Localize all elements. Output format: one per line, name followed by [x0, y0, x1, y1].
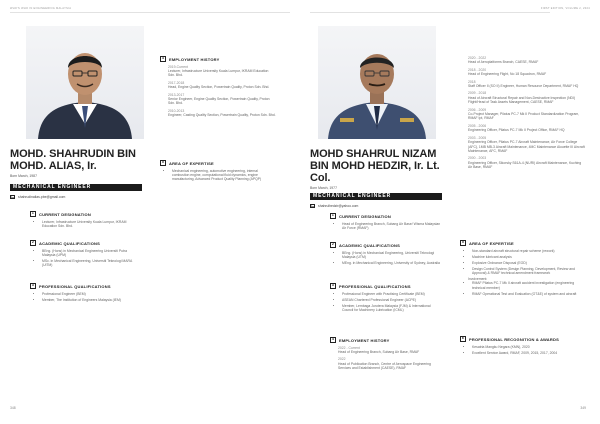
list-item: • Mechanical engineering, automotive engineering, internal combustion engine, computational fluid dynamics, engine manufacturing, Advanced Product Quality Planning (APQP) [172, 169, 276, 182]
profile-photo [26, 26, 144, 139]
section-area-of-expertise [460, 240, 586, 298]
section-employment-history [330, 337, 442, 374]
section-heading: PROFESSIONAL RECOGNITION & AWARDS [469, 336, 559, 342]
section-academic-qualifications [330, 242, 442, 267]
list-item: • Design Control System (Design Planning, Development, Review and Approval) & RMAF technical amendment framework [472, 267, 586, 276]
list-item: • Non-standard aircraft structural repair scheme (rework) [472, 249, 586, 253]
employment-entry: 2006 - 2009 Co-Project Manager, Pilatus PC-7 Mk II Product Standardization Program, RMAF Ipt, RMAF [468, 107, 580, 121]
birth-date: Born March, 1977 [310, 186, 337, 190]
section-heading: EMPLOYMENT HISTORY [169, 56, 220, 62]
list-item: • Head of Engineering Branch, Subang Air Base/ Wisma Malaysian Air Force (RMAF) [342, 222, 442, 231]
section-number: 2 [331, 242, 335, 247]
section-professional-qualifications [330, 283, 442, 314]
list-item: • Member, The Institution of Engineers Malaysia (IEM) [42, 298, 140, 302]
section-number: 4 [161, 56, 165, 61]
section-number: 6 [461, 336, 465, 341]
list-item: • Lecturer, Infrastructure University Kuala Lumpur, IKRAM Education Sdn. Bhd. [42, 220, 140, 229]
list-item: • Kesatria Mangku Negara (KMN), 2020 [472, 345, 586, 349]
employment-entry: 2000 - 2003 Engineering Officer, Sikorsky S61A-4 (NURI) Aircraft Maintenance, Kuching Air Base, RMAF [468, 156, 582, 170]
section-current-designation [30, 211, 140, 230]
employment-history-continued [468, 56, 586, 173]
list-item: • BEng. (Hons) in Mechanical Engineering Universiti Putra Malaysia (UPM) [42, 249, 140, 258]
section-heading: PROFESSIONAL QUALIFICATIONS [339, 283, 411, 289]
section-heading: ACADEMIC QUALIFICATIONS [339, 242, 400, 248]
employment-entry: 2019-Current Lecturer, Infrastructure University Kuala Lumpur, IKRAM Education Sdn. Bhd. [168, 64, 269, 78]
section-number: 5 [161, 160, 165, 165]
envelope-icon [10, 195, 15, 199]
birth-date: Born March, 1987 [10, 174, 37, 178]
section-heading: AREA OF EXPERTISE [169, 160, 214, 166]
page-number: 349 [580, 406, 586, 410]
list-item: • Machine lubricant analysis [472, 255, 586, 259]
email-row [10, 195, 65, 199]
section-number: 2 [31, 240, 35, 245]
section-area-of-expertise [160, 160, 276, 183]
section-number: 1 [331, 213, 335, 218]
running-header-right: FIRST EDITION, VOLUME 2, 2024 [540, 7, 590, 10]
list-item: • Professional Engineer with Practising Certificate (BEM) [342, 292, 442, 296]
employment-entry: 2022 - Current Head of Engineering Branch, Subang Air Base, RMAF [338, 345, 420, 354]
section-heading: AREA OF EXPERTISE [469, 240, 514, 246]
person-name-line-1: MOHD SHAHRUL NIZAM [310, 148, 437, 160]
section-academic-qualifications [30, 240, 140, 269]
list-item: • Member, Lembaga Jurutera Malaysia (FJM) & International Council for Machinery Lubrication (ICML) [342, 304, 442, 313]
section-current-designation [330, 213, 442, 232]
section-number: 1 [31, 211, 35, 216]
person-name [310, 148, 440, 184]
section-heading: EMPLOYMENT HISTORY [339, 337, 390, 343]
page-number: 348 [10, 406, 16, 410]
employment-entry: 2003 - 2005 Engineering Officer, Pilatus PC-7 Aircraft Maintenance, Air Force College (AFC), 1MB MB-3 Aircraft Maintenance, 4MC Maintenance Alouette III Aircraft Maintenance, AFC, RMAF [468, 135, 585, 153]
section-professional-qualifications [30, 283, 140, 304]
list-item: • RMAF Operational Test and Evaluation (OT&E) of system and aircraft [472, 292, 586, 296]
section-number: 3 [31, 283, 35, 288]
profile-photo [318, 26, 436, 139]
employment-entry: 2018 Staff Officer II (SO II) Engineer, Human Resource Department, RMAF HQ [468, 79, 579, 89]
email-address[interactable]: shahrudinalias.pbe@gmail.com [18, 195, 66, 199]
email-address[interactable]: shahrulhedzir@yahoo.com [318, 204, 359, 208]
list-item: • Excellent Service Award, RMAF, 2009, 2015, 2017, 2004 [472, 351, 586, 355]
list-item: • Professional Engineer (BEM) [42, 292, 140, 296]
email-row [310, 204, 358, 208]
list-item: • ASEAN Chartered Professional Engineer (ACPE) [342, 298, 442, 302]
employment-entry: 2017-2018 Head, Engine Quality Section, Powertrain Quality, Proton Sdn. Bhd. [168, 80, 270, 90]
person-name-line-2: MOHD. ALIAS, Ir. [10, 160, 97, 172]
employment-entry: 2013-2017 Senior Engineer, Engine Quality Section, Powertrain Quality, Proton Sdn. Bhd. [168, 92, 270, 106]
employment-entry: 2010-2013 Engineer, Casting Quality Section, Powertrain Quality, Proton Sdn. Bhd. [168, 108, 276, 118]
employment-entry: 2018 - 2020 Head of Engineering Flight, No 18 Squadron, RMAF [468, 67, 547, 77]
profession-bar: MECHANICAL ENGINEER [10, 184, 142, 191]
running-header-left: WHO'S WHO IN ENGINEERING MALAYSIA [10, 7, 72, 10]
section-heading: CURRENT DESIGNATION [39, 211, 91, 217]
employment-entry: 2005 - 2006 Engineering Officer, Pilatus PC-7 Mk II Project Office, RMAF HQ [468, 123, 565, 133]
section-number: 5 [461, 240, 465, 245]
employment-entry: 2020 - 2022 Head of Aeroplatforms Branch, CAESE, RMAF [468, 56, 539, 65]
header-divider [310, 12, 550, 13]
section-recognition-awards [460, 336, 586, 357]
section-heading: CURRENT DESIGNATION [339, 213, 391, 219]
person-name-line-1: MOHD. SHAHRUDIN BIN [10, 148, 136, 160]
profession-bar: MECHANICAL ENGINEER [310, 193, 442, 200]
person-name-line-3: Col. [310, 172, 331, 184]
employment-entry: 2009 - 2018 Head of Aircraft Structural Repair and Non-Destructive Inspection (NDI) Flight/Head of Task Assets Management, CAESE, RMAF [468, 91, 576, 105]
envelope-icon [310, 204, 315, 208]
person-name [10, 148, 136, 172]
list-item: • Explosive Ordnance Disposal (EOD) [472, 261, 586, 265]
right-page [300, 0, 600, 424]
header-divider [10, 12, 290, 13]
section-number: 3 [331, 283, 335, 288]
list-item: • BEng. (Hons) in Mechanical Engineering, Universiti Teknologi Malaysia (UTM) [342, 251, 442, 260]
section-number: 4 [331, 337, 335, 342]
list-item: • MEng. in Mechanical Engineering, University of Sydney, Australia [342, 261, 442, 265]
involvement-label: Involvement: [468, 276, 488, 281]
employment-entry: 2022 Head of Publication Branch, Centre of Aerospace Engineering Services and Establishment (CAESE), RMAF [338, 357, 431, 371]
section-employment-history [160, 56, 276, 121]
section-heading: ACADEMIC QUALIFICATIONS [39, 240, 100, 246]
person-name-line-2: BIN MOHD HEDZIR, Ir. Lt. [310, 160, 440, 172]
list-item: • RMAF Pilatus PC-7 Mk II aircraft accident investigation (engineering technical member) [472, 281, 586, 290]
section-heading: PROFESSIONAL QUALIFICATIONS [39, 283, 111, 289]
list-item: • MSc. in Mechanical Engineering, Universiti Teknologi MARA (UiTM) [42, 259, 140, 268]
